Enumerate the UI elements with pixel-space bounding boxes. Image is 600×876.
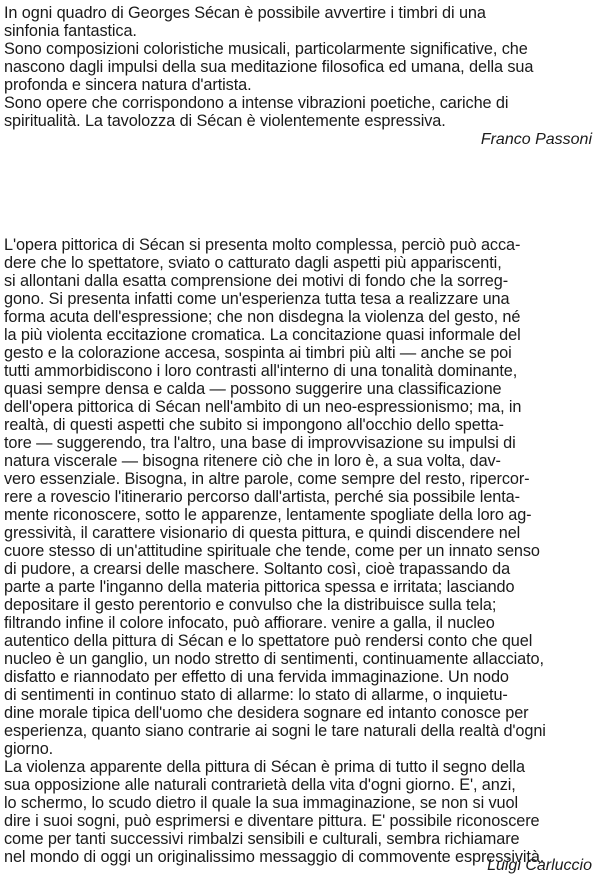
intro-author: Franco Passoni [480,131,592,148]
essay-line: forma acuta dell'espressione; che non disdegna la violenza del gesto, né [4,308,521,326]
essay-author: Luigi Carluccio [487,857,592,874]
essay-line: dell'opera pittorica di Sécan nell'ambito di un neo-espressionismo; ma, in [4,398,522,416]
essay-line: lo schermo, lo scudo dietro il quale la sua immaginazione, se non si vuol [4,794,518,812]
essay-line: quasi sempre densa e calda — possono suggerire una classificazione [4,380,502,398]
essay-line: La violenza apparente della pittura di Sécan è prima di tutto il segno della [4,758,525,776]
essay-line: natura viscerale — bisogna ritenere ciò che in loro è, a sua volta, dav- [4,452,501,470]
essay-line: mente riconoscere, sotto le apparenze, lentamente spogliate della loro ag- [4,506,532,524]
essay-line: disfatto e riannodato per effetto di una fervida immaginazione. Un nodo [4,668,509,686]
essay-line: dine morale tipica dell'uomo che desidera sognare ed intanto conosce per [4,704,529,722]
essay-line: autentico della pittura di Sécan e lo spettatore può rendersi conto che quel [4,632,533,650]
intro-line: nascono dagli impulsi della sua meditazione filosofica ed umana, della sua [4,58,534,76]
essay-line: di pudore, a crearsi delle maschere. Soltanto così, cioè trapassando da [4,560,511,578]
essay-line: depositare il gesto perentorio e convulso che la distribuisce sulla tela; [4,596,497,614]
intro-line: spiritualità. La tavolozza di Sécan è violentemente espressiva. [4,112,446,130]
essay-line: gressività, il carattere visionario di questa pittura, e quindi discendere nel [4,524,521,542]
intro-line: Sono composizioni coloristiche musicali, particolarmente significative, che [4,40,528,58]
essay-line: nucleo è un ganglio, un nodo stretto di sentimenti, continuamente allacciato, [4,650,544,668]
intro-line: profonda e sincera natura d'artista. [4,76,252,94]
essay-line: filtrando infine il colore infocato, può affiorare. venire a galla, il nucleo [4,614,495,632]
essay-line: rere a rovescio l'itinerario percorso dall'artista, perché sia possibile lenta- [4,488,520,506]
essay-line: tore — suggerendo, tra l'altro, una base di improvvisazione su impulsi di [4,434,516,452]
essay-line: come per tanti successivi rimbalzi sensibili e culturali, sembra richiamare [4,830,520,848]
essay-line: tutti ammorbidiscono i loro contrasti all'interno di una tonalità dominante, [4,362,518,380]
essay-line: gesto e la colorazione accesa, sospinta ai timbri più alti — anche se poi [4,344,512,362]
essay-line: sua opposizione alle naturali contrarietà della vita d'ogni giorno. E', anzi, [4,776,516,794]
essay-line: giorno. [4,740,54,758]
essay-line: si allontani dalla esatta comprensione dei motivi di fondo che la sorreg- [4,272,509,290]
essay-line: di sentimenti in continuo stato di allarme: lo stato di allarme, o inquietu- [4,686,508,704]
intro-line: In ogni quadro di Georges Sécan è possibile avvertire i timbri di una [4,4,486,22]
essay-line: dere che lo spettatore, sviato o catturato dagli aspetti più appariscenti, [4,254,502,272]
essay-line: gono. Si presenta infatti come un'esperienza tutta tesa a realizzare una [4,290,510,308]
essay-line: vero essenziale. Bisogna, in altre parole, come sempre del resto, ripercor- [4,470,530,488]
essay-line: cuore stesso di un'attitudine spirituale che tende, come per un innato senso [4,542,540,560]
essay-line: nel mondo di oggi un originalissimo messaggio di commovente espressività. [4,848,545,866]
essay-line: L'opera pittorica di Sécan si presenta molto complessa, perciò può acca- [4,236,521,254]
intro-line: Sono opere che corrispondono a intense vibrazioni poetiche, cariche di [4,94,509,112]
intro-line: sinfonia fantastica. [4,22,137,40]
essay-line: la più violenta eccitazione cromatica. La concitazione quasi informale del [4,326,521,344]
essay-line: parte a parte l'inganno della materia pittorica spessa e irritata; lasciando [4,578,515,596]
essay-line: esperienza, quanto siano contrarie ai sogni le tare naturali della realtà d'ogni [4,722,546,740]
essay-line: realtà, di questi aspetti che subito si impongono all'occhio dello spetta- [4,416,504,434]
essay-line: dire i suoi sogni, può esprimersi e diventare pittura. E' possibile riconoscere [4,812,540,830]
